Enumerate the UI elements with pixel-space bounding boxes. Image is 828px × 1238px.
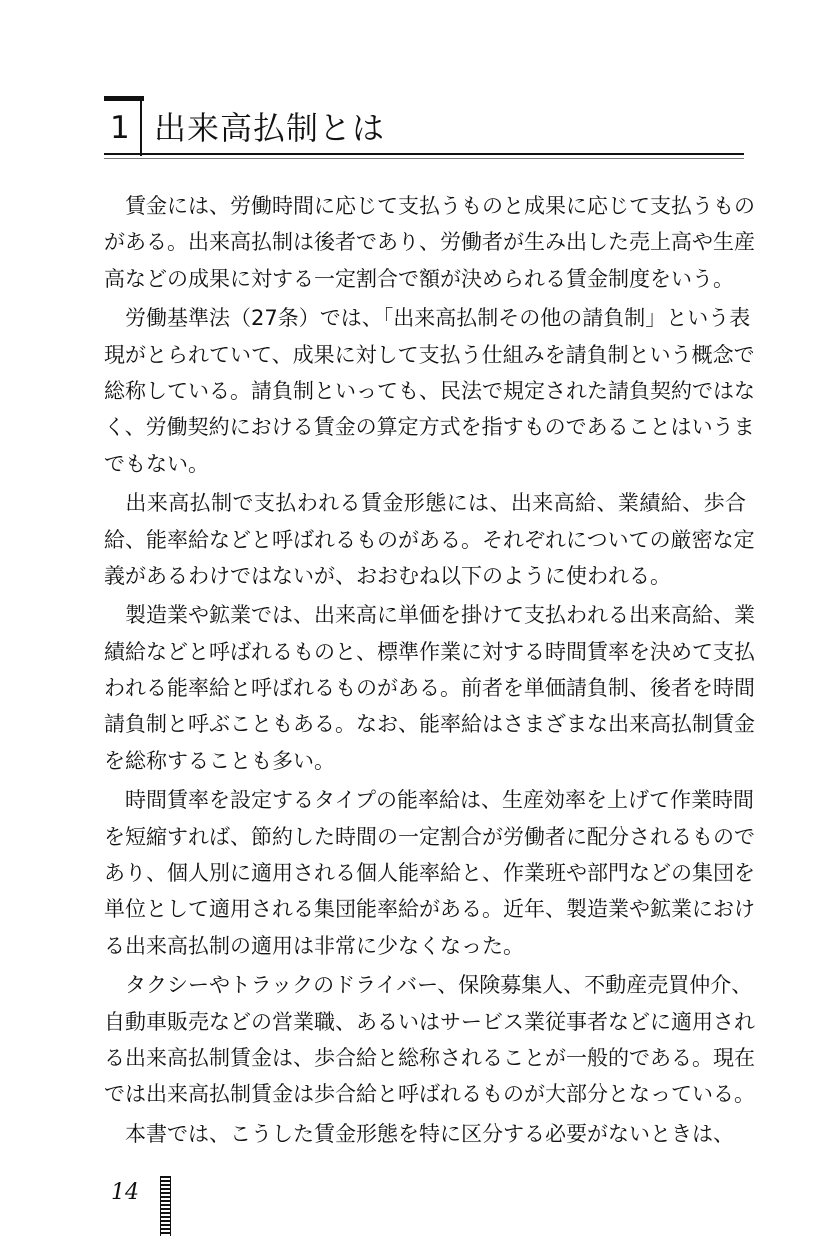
text-line: 製造業や鉱業では、出来高に単価を掛けて支払われる出来高給、業 — [104, 603, 755, 628]
text-line: 績給などと呼ばれるものと、標準作業に対する時間賃率を決めて支払 — [104, 639, 755, 664]
text-line: る出来高払制の適用は非常に少なくなった。 — [104, 933, 524, 958]
text-line: 請負制と呼ぶこともある。なお、能率給はさまざまな出来高払制賃金 — [104, 712, 755, 737]
paragraph — [104, 188, 755, 297]
text-line: がある。出来高払制は後者であり、労働者が生み出した売上高や生産 — [104, 230, 755, 255]
text-line: でもない。 — [104, 451, 209, 476]
paragraph — [104, 782, 755, 964]
text-line: では出来高払制賃金は歩合給と呼ばれるものが大部分となっている。 — [104, 1082, 755, 1107]
text-line: 義があるわけではないが、おおむね以下のように使われる。 — [104, 563, 671, 588]
paragraph — [104, 1116, 746, 1152]
text-line: く、労働契約における賃金の算定方式を指すものであることはいうま — [104, 415, 755, 440]
text-line: 時間賃率を設定するタイプの能率給は、生産効率を上げて作業時間 — [104, 788, 754, 813]
page-number: 14 — [111, 1180, 139, 1205]
text-line: あり、個人別に適用される個人能率給と、作業班や部門などの集団を — [104, 861, 755, 886]
text-line: 総称している。請負制といっても、民法で規定された請負契約ではな — [104, 378, 755, 403]
heading-underline — [104, 153, 744, 155]
text-line: われる能率給と呼ばれるものがある。前者を単価請負制、後者を時間 — [104, 676, 755, 701]
paragraph — [104, 300, 755, 482]
section-number: 1 — [110, 110, 130, 146]
text-line: 労働基準法（27条）では、「出来高払制その他の請負制」という表 — [104, 306, 751, 331]
text-line: 給、能率給などと呼ばれるものがある。それぞれについての厳密な定 — [104, 527, 755, 552]
heading-underline-thin — [104, 158, 744, 159]
heading-top-bar — [104, 96, 144, 101]
text-line: 高などの成果に対する一定割合で額が決められる賃金制度をいう。 — [104, 266, 734, 291]
body-text — [104, 188, 755, 1152]
text-line: タクシーやトラックのドライバー、保険募集人、不動産売買仲介、 — [104, 973, 753, 998]
text-line: る出来高払制賃金は、歩合給と総称されることが一般的である。現在 — [104, 1045, 755, 1070]
text-line: 単位として適用される集団能率給がある。近年、製造業や鉱業におけ — [104, 897, 755, 922]
text-line: 本書では、こうした賃金形態を特に区分する必要がないときは、 — [104, 1121, 734, 1146]
paragraph — [104, 597, 755, 779]
text-line: 出来高払制で支払われる賃金形態には、出来高給、業績給、歩合 — [104, 491, 746, 516]
page-edge-marker — [160, 1176, 171, 1236]
text-line: 自動車販売などの営業職、あるいはサービス業従事者などに適用され — [104, 1009, 755, 1034]
text-line: 現がとられていて、成果に対して支払う仕組みを請負制という概念で — [104, 342, 755, 367]
paragraph — [104, 485, 755, 594]
text-line: を総称することも多い。 — [104, 748, 335, 773]
text-line: 賃金には、労働時間に応じて支払うものと成果に応じて支払うもの — [104, 194, 755, 218]
section-title: 出来高払制とは — [154, 109, 386, 147]
heading-divider — [140, 98, 142, 156]
text-line: を短縮すれば、節約した時間の一定割合が労働者に配分されるもので — [104, 824, 755, 849]
paragraph — [104, 967, 755, 1113]
